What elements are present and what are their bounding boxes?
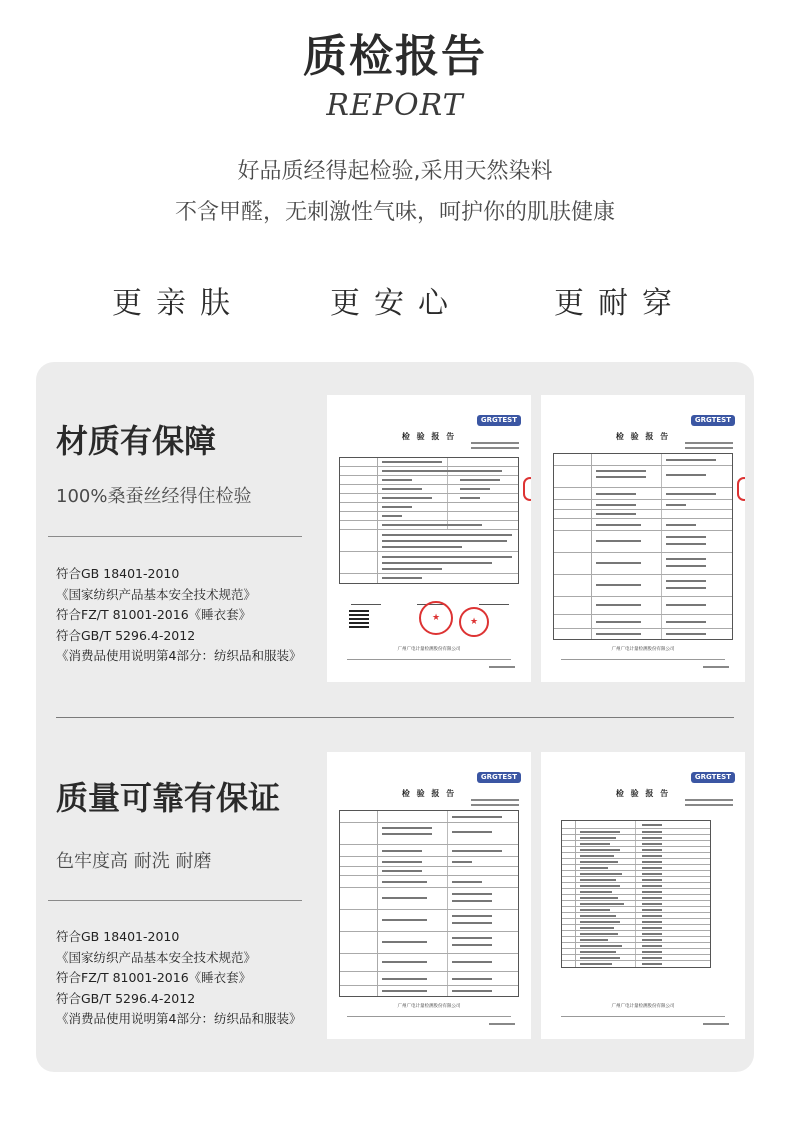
document-meta	[685, 442, 733, 452]
feature-reassuring: 更安心	[330, 286, 462, 321]
red-seal-icon: ★	[419, 601, 453, 635]
document-footer-line	[561, 659, 725, 661]
document-table	[339, 810, 519, 997]
section-description: 色牢度高 耐洗 耐磨	[56, 851, 212, 872]
edge-seal-icon	[523, 477, 531, 501]
document-meta	[471, 442, 519, 452]
report-document-image	[327, 752, 531, 1039]
standard-item: 《消费品使用说明第4部分：纺织品和服装》	[56, 1011, 302, 1026]
document-footer: 广州广电计量检测股份有限公司	[611, 647, 675, 652]
document-meta	[685, 799, 733, 809]
signature	[351, 595, 381, 605]
standard-item: 符合GB/T 5296.4-2012	[56, 627, 196, 643]
document-table	[561, 820, 711, 968]
document-footer: 广州广电计量检测股份有限公司	[611, 1004, 675, 1009]
document-footer: 广州广电计量检测股份有限公司	[397, 1004, 461, 1009]
document-heading: 检 验 报 告	[401, 432, 457, 441]
page-subtitle: REPORT	[326, 88, 464, 123]
document-meta	[471, 799, 519, 809]
standards-list	[56, 564, 301, 667]
standard-item: 符合GB 18401-2010	[56, 929, 180, 944]
standard-item: 符合GB 18401-2010	[56, 566, 180, 581]
document-page-number	[489, 1023, 515, 1025]
standard-item: 《消费品使用说明第4部分：纺织品和服装》	[56, 648, 302, 663]
document-table	[553, 453, 733, 640]
feature-durable: 更耐穿	[554, 286, 686, 321]
edge-seal-icon	[737, 477, 745, 501]
document-footer-line	[347, 1016, 511, 1018]
section-divider	[48, 536, 302, 537]
grgtest-logo: GRGTEST	[691, 415, 735, 426]
signature	[479, 595, 509, 605]
standard-item: 符合FZ/T 81001-2016《睡衣套》	[56, 970, 252, 985]
document-heading: 检 验 报 告	[615, 789, 671, 798]
report-document-image	[327, 395, 531, 682]
section-title: 材质有保障	[56, 422, 217, 460]
document-footer-line	[561, 1016, 725, 1018]
document-page-number	[489, 666, 515, 668]
page-title: 质检报告	[303, 31, 487, 82]
report-panel	[36, 362, 754, 1072]
document-heading: 检 验 报 告	[401, 789, 457, 798]
standard-item: 《国家纺织产品基本安全技术规范》	[56, 586, 257, 602]
document-heading: 检 验 报 告	[615, 432, 671, 441]
document-page-number	[703, 1023, 729, 1025]
standard-item: 《国家纺织产品基本安全技术规范》	[56, 949, 257, 965]
grgtest-logo: GRGTEST	[477, 772, 521, 783]
document-footer-line	[347, 659, 511, 661]
feature-skin-friendly: 更亲肤	[112, 286, 244, 321]
standards-list	[56, 927, 301, 1030]
red-seal-icon: ★	[459, 607, 489, 637]
report-document-image	[541, 752, 745, 1039]
grgtest-logo: GRGTEST	[691, 772, 735, 783]
feature-row	[0, 278, 790, 321]
section-description: 100%桑蚕丝经得住检验	[56, 486, 252, 507]
section-divider	[48, 900, 302, 901]
section-quality	[36, 717, 754, 1072]
tagline-line-1: 好品质经得起检验,采用天然染料	[237, 159, 553, 184]
document-footer: 广州广电计量检测股份有限公司	[397, 647, 461, 652]
section-title: 质量可靠有保证	[56, 779, 281, 817]
tagline-line-2: 不含甲醛，无刺激性气味，呵护你的肌肤健康	[174, 200, 615, 225]
qr-code-icon	[349, 608, 369, 628]
grgtest-logo: GRGTEST	[477, 415, 521, 426]
document-table	[339, 457, 519, 584]
standard-item: 符合GB/T 5296.4-2012	[56, 990, 196, 1006]
document-page-number	[703, 666, 729, 668]
report-document-image	[541, 395, 745, 682]
section-material	[36, 362, 754, 717]
standard-item: 符合FZ/T 81001-2016《睡衣套》	[56, 607, 252, 622]
